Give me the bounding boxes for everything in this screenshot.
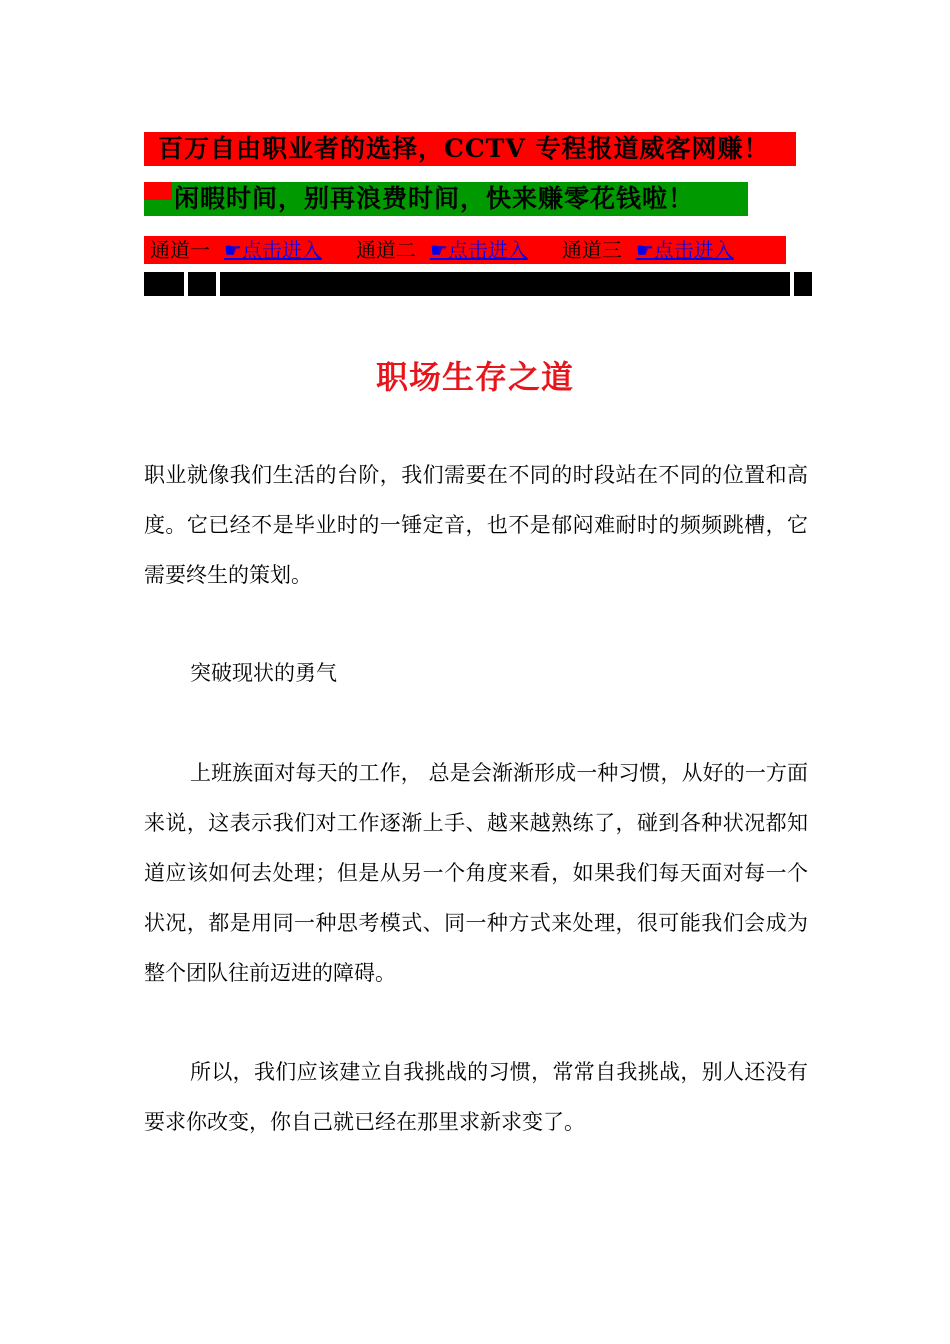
promo-banner-2-text: 闲暇时间，别再浪费时间，快来赚零花钱啦！ [174, 184, 695, 213]
article-title: 职场生存之道 [375, 358, 574, 396]
channel-3-label: 通道三 [561, 238, 622, 262]
promo-banner-2 [144, 182, 748, 216]
channel-1-label: 通道一 [150, 238, 210, 262]
channel-2-link[interactable]: ☛点击进入 [429, 238, 528, 262]
paragraph-habit: 上班族面对每天的工作， 总是会渐渐形成一种习惯，从好的一方面来说，这表示我们对工作逐渐上手、越来越熟练了，碰到各种状况都知道应该如何去处理；但是从另一个角度来看，如果我们每天面对每一个状况，都是用同一种思考模式、同一种方式来处理，很可能我们会成为整个团队往前迈进的障碍。 [144, 761, 808, 985]
divider-notch [184, 272, 188, 296]
divider-notch [216, 272, 220, 296]
channel-links-bar [144, 236, 786, 264]
banner-green-accent [144, 200, 172, 216]
channel-1-link[interactable]: ☛点击进入 [224, 238, 322, 262]
channel-3-link[interactable]: ☛点击进入 [635, 238, 734, 262]
section-heading: 突破现状的勇气 [190, 661, 337, 685]
promo-banner-1 [144, 132, 796, 166]
black-divider-bar [144, 272, 812, 296]
promo-banner-1-text: 百万自由职业者的选择，CCTV 专程报道威客网赚！ [158, 134, 770, 163]
channel-2-label: 通道二 [355, 238, 416, 262]
paragraph-intro: 职业就像我们生活的台阶，我们需要在不同的时段站在不同的位置和高度。它已经不是毕业时的一锤定音，也不是郁闷难耐时的频频跳槽，它需要终生的策划。 [144, 463, 808, 587]
divider-notch [790, 272, 794, 296]
paragraph-challenge: 所以，我们应该建立自我挑战的习惯，常常自我挑战，别人还没有要求你改变，你自己就已经在那里求新求变了。 [144, 1060, 808, 1134]
